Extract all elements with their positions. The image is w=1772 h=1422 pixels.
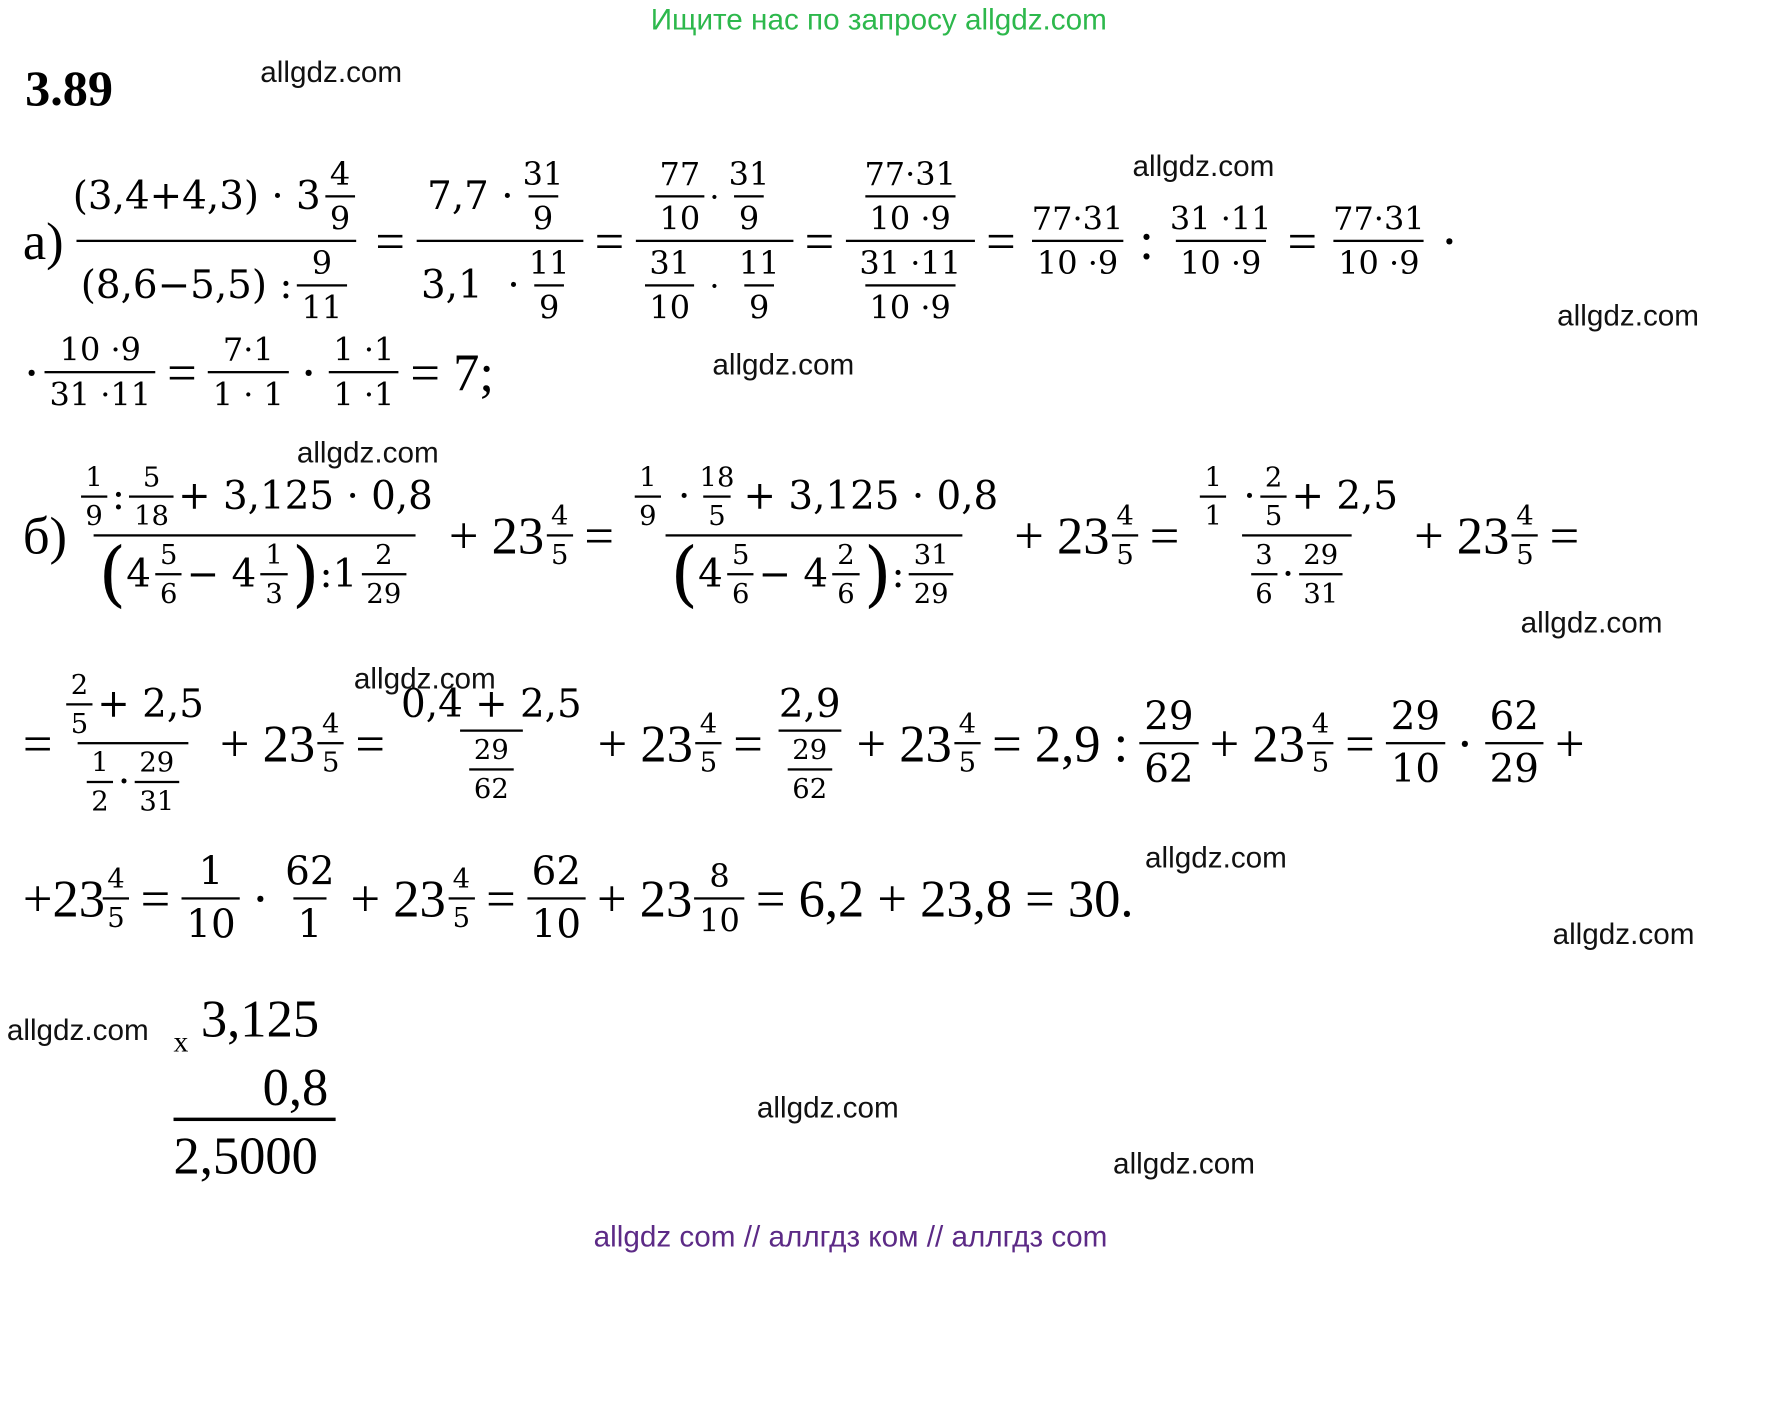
part-b-label: б) [22,506,68,565]
watermark: allgdz.com [1552,916,1695,951]
watermark: allgdz.com [1145,840,1287,875]
multiply-sign: x [173,1025,189,1059]
problem-number: 3.89 [25,60,114,117]
watermark: allgdz.com [296,434,439,470]
watermark: allgdz.com [1557,297,1700,333]
bottom-banner: allgdz com // аллгдз ком // аллгдз com [593,1219,1108,1254]
fraction: $\frac{2,9}{\frac{29}{62}}$ [778,681,841,805]
part-a-line-2: · $\frac{10 \cdot 9}{31 \cdot 11}$ = $\frac{7\cdot 1}{1 \cdot 1}$ · $\frac{1 \cdot 1}{1 \cdot 1}$ = 7; [22,331,494,414]
fraction: $\frac{\frac{77\cdot 31}{10 \cdot 9}}{\frac{31 \cdot 11}{10 \cdot 9}}$ [846,155,975,326]
top-banner: Ищите нас по запросу allgdz.com [650,2,1107,37]
watermark: allgdz.com [353,660,496,696]
part-b-line-2: = $\frac{2}{5}$ + 2,5 $\frac{1}{2}$ · $\frac{29}{31}$ + 23 $\frac{4}{5}$ = $\frac{0,4 + 2,5}{\frac{29}{62}}$ + 23 $\frac{4}{5}$ = $\frac{2,9}{\frac{29}{62}}$ + 23 $\frac{4}{5}$ = 2,9 : $\frac{29}{62}$ + 23 $\frac{4}{5}$ = $\frac{29}{10}$ · $\frac{62}{29}$ + [22,668,1585,818]
fraction: (3,4+4,3) · 3 $\frac{4}{9}$ (8,6−5,5) : $\frac{9}{11}$ [68,155,364,326]
multiplicand: 3,125 [200,989,320,1048]
fraction: $\frac{0,4 + 2,5}{\frac{29}{62}}$ [401,681,582,805]
fraction: $\frac{1}{9}$ · $\frac{18}{5}$ + 3,125 · 0,8 ( 4 $\frac{5}{6}$ − 4 $\frac{2}{6}$ ) : $\frac{31}{29}$ [625,461,1002,609]
watermark: allgdz.com [260,54,403,90]
multiply-sign: · [1440,211,1459,270]
multiplication-rule [174,1118,336,1121]
fraction: $\frac{1}{1}$ · $\frac{2}{5}$ + 2,5 $\frac{3}{6}$ · $\frac{29}{31}$ [1191,461,1403,609]
part-b-result: = 6,2 + 23,8 = 30. [755,869,1134,928]
part-b-line-1: б) $\frac{1}{9}$ : $\frac{5}{18}$ + 3,125 · 0,8 ( 4 $\frac{5}{6}$ − 4 $\frac{1}{3}$ ) :1 $\frac{2}{29}$ + 23 $\frac{4}{5}$ = $\frac{1}{9}$ · $\frac{18}{5}$ + 3,125 · 0,8 ( 4 $\frac{5}{6}$ − 4 $\frac{2}{6}$ ) : $\frac{31}{29}$ + 23 $\frac{4}{5}$ = $\frac{1}{1}$ · $\frac{2}{5}$ + 2,5 $\frac{3}{6}$ · $\frac{29}{31}$ + 23 $\frac{4}{5}$ = [22,461,1580,616]
part-a-result: = 7; [410,343,494,402]
multiplier: 0,8 [262,1058,329,1117]
watermark: allgdz.com [6,1012,149,1047]
watermark: allgdz.com [1520,605,1663,640]
watermark: allgdz.com [756,1090,899,1125]
part-a-label: а) [22,211,64,270]
product: 2,5000 [173,1126,318,1185]
watermark: allgdz.com [712,347,855,382]
fraction: $\frac{2}{5}$ + 2,5 $\frac{1}{2}$ · $\frac{29}{31}$ [57,669,208,817]
part-a-line-1: а) (3,4+4,3) · 3 $\frac{4}{9}$ (8,6−5,5) : $\frac{9}{11}$ = 7,7 · $\frac{31}{9}$ 3,1 · $\frac{11}{9}$ = $\frac{77}{10}$ · $\frac{31}{9}$ $\frac{31}{10}$ · $\frac{11}{9}$ = $\frac{\frac{77\cdot 31}{10 \cdot 9}}{\frac{31 \cdot 11}{10 \cdot 9}}$ = $\frac{77\cdot 31}{10 \cdot 9}$ : $\frac{31 \cdot 11}{10 \cdot 9}$ = $\frac{77\cdot 31}{10 \cdot 9}$ · [22,155,1459,327]
fraction: $\frac{77}{10}$ · $\frac{31}{9}$ $\frac{31}{10}$ · $\frac{11}{9}$ [636,155,794,326]
watermark: allgdz.com [1113,1146,1255,1181]
watermark: allgdz.com [1132,148,1275,183]
multiply-sign: · [22,343,41,402]
fraction: $\frac{1}{9}$ : $\frac{5}{18}$ + 3,125 · 0,8 ( 4 $\frac{5}{6}$ − 4 $\frac{1}{3}$ ) :1 $\frac{2}{29}$ [72,461,438,609]
fraction: 7,7 · $\frac{31}{9}$ 3,1 · $\frac{11}{9}$ [416,155,583,326]
part-b-line-3: +23 $\frac{4}{5}$ = $\frac{1}{10}$ · $\frac{62}{1}$ + 23 $\frac{4}{5}$ = $\frac{62}{10}$ + 23 $\frac{8}{10}$ = 6,2 + 23,8 = 30. [22,849,1134,948]
